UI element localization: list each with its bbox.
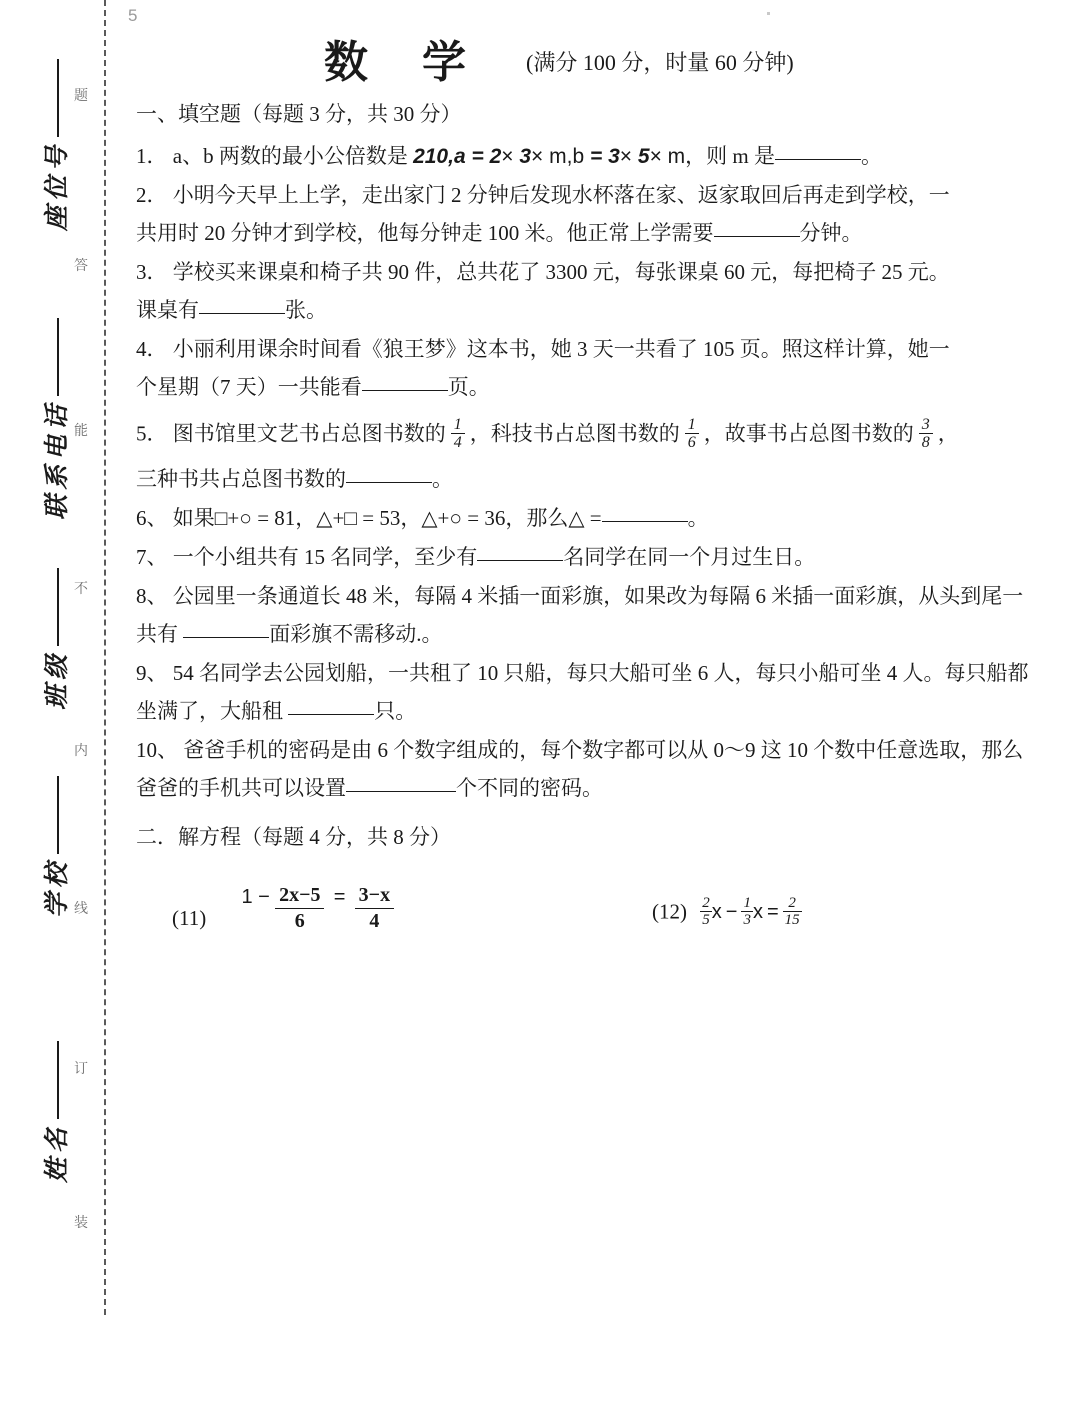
fraction-denominator: 8	[919, 433, 933, 451]
page-number: 5	[128, 6, 138, 25]
question-line	[136, 621, 1012, 646]
math-expression: a = 2	[453, 145, 502, 168]
margin-label-text: 联系电话	[44, 399, 71, 520]
equation-item-12	[652, 895, 802, 929]
question-line	[136, 775, 1012, 800]
question-line	[136, 262, 1012, 283]
question-text: 小丽利用课余时间看《狼王梦》这本书，她 3 天一共看了 105 页。照这样计算，她一	[172, 337, 950, 361]
fraction-denominator: 3	[743, 912, 751, 929]
math-expression: 5	[637, 145, 650, 168]
inline-fraction	[451, 416, 465, 452]
equation-item-11	[172, 883, 394, 934]
exam-header	[136, 26, 1012, 88]
math-expression: 3	[519, 145, 532, 168]
question-text: 共有	[136, 621, 184, 646]
fraction-numerator: 3−x	[358, 883, 391, 906]
fraction-denominator: 6	[275, 908, 324, 934]
question-number: 3．	[136, 260, 168, 284]
question-item	[136, 544, 1012, 569]
question-text: 坐满了，大船租	[136, 698, 289, 723]
question-text: 公园里一条通道长 48 米，每隔 4 米插一面彩旗，如果改为每隔 6 米插一面彩旗，从头到尾一	[172, 583, 1024, 608]
question-item	[136, 185, 1012, 244]
equation-fraction-2	[741, 895, 753, 929]
equals-sign: =	[766, 901, 779, 924]
binding-dashed-line	[104, 0, 106, 1315]
question-text: 小明今天早上上学，走出家门 2 分钟后发现水杯落在家、返家取回后再走到学校，一	[172, 183, 950, 207]
answer-blank[interactable]	[714, 236, 800, 237]
question-text: 张。	[285, 298, 327, 322]
question-number: 4．	[136, 337, 168, 361]
question-line	[136, 300, 1012, 321]
math-expression: × m	[649, 145, 686, 168]
math-expression: = 3	[590, 145, 620, 168]
question-number: 2．	[136, 183, 168, 207]
question-number: 8、	[136, 583, 168, 608]
math-expression: ×	[501, 145, 520, 168]
section-2-heading: 二．解方程（每题 4 分，共 8 分）	[136, 824, 451, 849]
question-text: a、b 两数的最小公倍数是	[172, 144, 414, 168]
equals-sign: =	[333, 885, 346, 908]
margin-label-rule	[57, 1041, 59, 1119]
fraction-numerator: 2	[788, 894, 796, 911]
section-1-heading: 一、填空题（每题 3 分，共 30 分）	[136, 102, 462, 126]
margin-label-rule	[57, 568, 59, 646]
question-text: 一个小组共有 15 名同学，至少有	[172, 544, 478, 569]
math-expression: ×	[619, 145, 638, 168]
equation-lead-term: 1 −	[241, 885, 270, 908]
question-text: 只。	[374, 698, 417, 723]
margin-smallchar-nei: 内	[74, 744, 88, 759]
answer-blank[interactable]	[362, 390, 448, 391]
question-text: ，	[937, 421, 959, 446]
question-line	[136, 185, 1012, 206]
question-text: 如果□+○ = 81，△+□ = 53，△+○ = 36，那么△ =	[172, 505, 602, 530]
fraction-numerator: 1	[743, 894, 751, 911]
answer-blank[interactable]	[183, 637, 269, 638]
margin-smallchar-da: 答	[74, 259, 88, 274]
margin-label-rule	[57, 776, 59, 854]
margin-label-rule	[57, 318, 59, 396]
margin-label-student-name	[37, 1073, 73, 1183]
fraction-numerator: 1	[687, 416, 696, 433]
question-text: 。	[432, 466, 453, 491]
question-text: ，科技书占总图书数的	[469, 421, 680, 446]
fraction-denominator: 6	[685, 433, 699, 451]
question-number: 5．	[136, 421, 168, 446]
question-line	[136, 698, 1012, 723]
margin-label-text: 座位号	[44, 140, 71, 231]
equation-label: (12)	[652, 899, 687, 924]
fraction-numerator: 1	[453, 416, 462, 433]
question-text: 共用时 20 分钟才到学校，他每分钟走 100 米。他正常上学需要	[136, 221, 714, 245]
fraction-numerator: 2	[702, 894, 710, 911]
question-line	[136, 377, 1012, 398]
margin-label-text: 学校	[44, 857, 71, 918]
math-expression: × m,	[531, 145, 573, 168]
question-line	[136, 416, 1012, 452]
margin-label-seat-number	[37, 121, 73, 231]
question-number: 9、	[136, 660, 168, 685]
fraction-denominator: 15	[784, 912, 800, 929]
question-text: ，则 m 是	[685, 144, 776, 168]
question-text: 面彩旗不需移动.。	[269, 621, 443, 646]
fraction-denominator: 4	[451, 433, 465, 451]
question-text: 爸爸的手机共可以设置	[136, 775, 346, 800]
question-item	[136, 505, 1012, 530]
question-item	[136, 660, 1029, 723]
question-line	[136, 146, 1012, 167]
margin-smallchar-neng: 能	[74, 424, 88, 439]
math-expression: b	[572, 145, 590, 168]
question-text: 名同学在同一个月过生日。	[563, 544, 816, 569]
margin-smallchar-xian: 线	[74, 902, 88, 917]
margin-smallchar-ding: 订	[74, 1062, 88, 1077]
question-text: 爸爸手机的密码是由 6 个数字组成的，每个数字都可以从 0～9 这 10 个数中任意选取，那么	[183, 737, 1024, 762]
variable-x-2: x	[752, 901, 763, 924]
question-text: 页。	[447, 375, 490, 399]
inline-fraction	[685, 416, 699, 452]
question-line	[136, 466, 1012, 491]
question-item	[136, 416, 1012, 490]
exam-subtitle: (满分 100 分，时量 60 分钟)	[526, 50, 794, 75]
question-text: 个不同的密码。	[456, 775, 603, 800]
variable-x-1: x	[711, 901, 722, 924]
question-item	[136, 583, 1024, 646]
question-number: 7、	[136, 544, 168, 569]
question-line	[136, 544, 1012, 569]
equation-fraction-2	[355, 883, 394, 934]
equation-fraction-1	[700, 895, 712, 929]
equation-fraction-1	[275, 883, 324, 934]
question-line	[136, 339, 1012, 360]
margin-label-class	[37, 600, 73, 710]
fraction-numerator: 2x−5	[279, 883, 321, 906]
question-number: 1．	[136, 144, 168, 168]
binding-margin	[0, 0, 110, 1423]
fill-in-question-list	[136, 144, 1029, 800]
question-line	[136, 737, 1024, 762]
margin-label-rule	[57, 59, 59, 137]
equation-body	[700, 894, 801, 929]
inline-fraction	[919, 416, 933, 452]
question-text: 个星期（7 天）一共能看	[136, 375, 362, 399]
question-line	[136, 223, 1012, 244]
question-number: 10、	[136, 737, 178, 762]
question-text: 分钟。	[799, 221, 863, 245]
question-item	[136, 262, 1012, 321]
answer-blank[interactable]	[477, 560, 563, 561]
answer-blank[interactable]	[775, 159, 861, 160]
answer-blank[interactable]	[346, 791, 456, 792]
question-text: 课桌有	[136, 298, 199, 322]
question-line	[136, 660, 1029, 685]
question-line	[136, 505, 1012, 530]
question-text: ，故事书占总图书数的	[703, 421, 914, 446]
question-line	[136, 583, 1024, 608]
answer-blank[interactable]	[602, 521, 688, 522]
question-text: 三种书共占总图书数的	[136, 466, 346, 491]
question-text: 54 名同学去公园划船，一共租了 10 只船，每只大船可坐 6 人，每只小船可坐 4 人。每只船都	[172, 660, 1029, 685]
question-item	[136, 737, 1024, 800]
fraction-denominator: 4	[355, 908, 394, 934]
answer-blank[interactable]	[346, 482, 432, 483]
question-text: 。	[687, 505, 709, 530]
equation-list	[136, 873, 1012, 983]
math-expression: 210,	[413, 145, 454, 168]
minus-sign: −	[725, 901, 738, 924]
question-item	[136, 339, 1012, 398]
fraction-numerator: 3	[921, 416, 930, 433]
fraction-denominator: 5	[702, 912, 710, 929]
margin-label-text: 姓名	[44, 1122, 71, 1183]
margin-label-text: 班级	[44, 649, 71, 710]
page-title: 数学	[324, 38, 520, 87]
margin-smallchar-bu: 不	[74, 582, 88, 597]
question-text: 。	[861, 144, 883, 168]
margin-smallchar-zhuang: 装	[74, 1216, 88, 1231]
exam-content	[136, 0, 1029, 983]
equation-fraction-3	[783, 895, 802, 929]
equation-label: (11)	[172, 905, 207, 930]
question-text: 图书馆里文艺书占总图书数的	[172, 421, 446, 446]
answer-blank[interactable]	[288, 714, 374, 715]
question-number: 6、	[136, 505, 168, 530]
margin-smallchar-ti: 题	[74, 89, 88, 104]
answer-blank[interactable]	[199, 313, 285, 314]
question-text: 学校买来课桌和椅子共 90 件，总共花了 3300 元，每张课桌 60 元，每把椅子 25 元。	[172, 260, 950, 284]
question-item	[136, 146, 1012, 167]
